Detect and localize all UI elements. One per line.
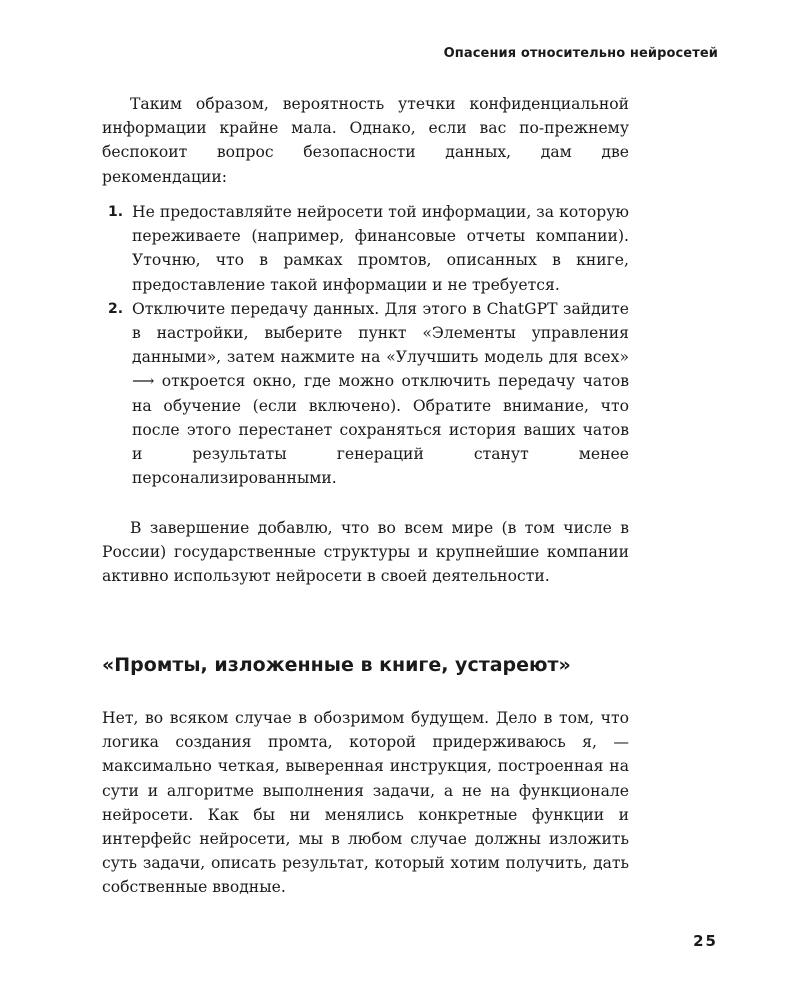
closing-paragraph: В завершение добавлю, что во всем мире (в том числе в России) государственные структуры и крупнейшие компании активно используют нейросети в своей деятельности. <box>102 519 629 586</box>
list-number: 2. <box>108 300 124 317</box>
page-number: 25 <box>693 932 718 950</box>
recommendations-list <box>102 200 629 490</box>
intro-paragraph: Таким образом, вероятность утечки конфиденциальной информации крайне мала. Однако, если вас по-прежнему беспокоит вопрос безопасности данных, дам две рекомендации: <box>102 95 629 186</box>
list-item-text: Не предоставляйте нейросети той информации, за которую переживаете (например, финансовые отчеты компании). Уточню, что в рамках промтов, описанных в книге, предоставление такой информации и не требуется. <box>132 203 629 294</box>
numbered-list <box>102 200 629 490</box>
section-paragraph: Нет, во всяком случае в обозримом будущем. Дело в том, что логика создания промта, которой придерживаюсь я, — максимально четкая, выверенная инструкция, построенная на сути и алгоритме выполнения задачи, а не на функционале нейросети. Как бы ни менялись конкретные функции и интерфейс нейросети, мы в любом случае должны изложить суть задачи, описать результат, который хотим получить, дать собственные вводные. <box>102 709 629 897</box>
list-item <box>102 200 629 297</box>
list-number: 1. <box>108 204 124 220</box>
list-item-text: Отключите передачу данных. Для этого в ChatGPT зайдите в настройки, выберите пункт «Элементы управления данными», затем нажмите на «Улучшить модель для всех» ⟶ откроется окно, где можно отключить передачу чатов на обучение (если включено). Обратите внимание, что после этого перестанет сохраняться история ваших чатов и результаты генераций станут менее персонализированными. <box>132 299 629 488</box>
section-body <box>102 706 629 900</box>
closing-block <box>102 516 629 589</box>
intro-block <box>102 92 629 189</box>
section-heading: «Промты, изложенные в книге, устареют» <box>102 654 571 676</box>
running-header: Опасения относительно нейросетей <box>443 46 718 61</box>
list-item <box>102 297 629 491</box>
